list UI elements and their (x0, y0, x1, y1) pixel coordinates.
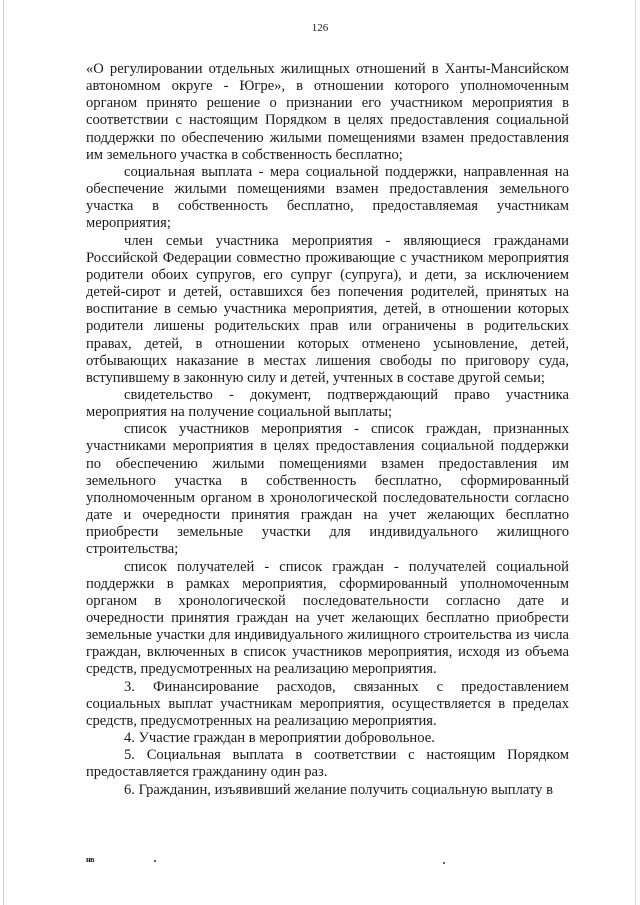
paragraph-definition-certificate: свидетельство - документ, подтверждающий право участника мероприятия на получение социальной выплаты; (86, 386, 569, 421)
document-body (86, 61, 569, 799)
paragraph-definition-social-payment: социальная выплата - мера социальной поддержки, направленная на обеспечение жилыми помещениями взамен предоставления земельного участка в собственность бесплатно, предоставляемая участникам мероприятия; (86, 163, 569, 232)
scan-speck (154, 860, 156, 862)
paragraph-definition-participants-list: список участников мероприятия - список граждан, признанных участниками мероприятия в целях предоставления социальной поддержки по обеспечению жилыми помещениями взамен предоставления им земельного участка в собственность бесплатно, сформированный уполномоченным органом в хронологической последовательности согласно дате и очередности принятия граждан на учет желающих бесплатно приобрести земельные участки для индивидуального жилищного строительства; (86, 421, 569, 558)
page-number: 126 (311, 22, 329, 34)
paragraph-item-3: 3. Финансирование расходов, связанных с предоставлением социальных выплат участникам мероприятия, осуществляется в пределах средств, предусмотренных на реализацию мероприятия. (86, 678, 569, 729)
footer-mark: нв (86, 855, 94, 864)
paragraph-definition-family-member: член семьи участника мероприятия - являющиеся гражданами Российской Федерации совместно проживающие с участником мероприятия родители обоих супругов, его супруг (супруга), и дети, за исключением детей-сирот и детей, оставшихся без попечения родителей, принятых на воспитание в семью участника мероприятия, детей, в отношении которых родители лишены родительских прав или ограничены в родительских правах, детей, в отношении которых отменено усыновление, детей, отбывающих наказание в местах лишения свободы по приговору суда, вступившему в законную силу и детей, учтенных в составе другой семьи; (86, 232, 569, 386)
paragraph-item-5: 5. Социальная выплата в соответствии с настоящим Порядком предоставляется гражданину один раз. (86, 747, 569, 781)
scan-edge-left (3, 0, 4, 905)
paragraph-continuation: «О регулировании отдельных жилищных отношений в Ханты-Мансийском автономном округе - Югре», в отношении которого уполномоченным органом принято решение о признании его участником мероприятия в соответствии с настоящим Порядком в целях предоставления социальной поддержки по обеспечению жилыми помещениями взамен предоставления им земельного участка в собственность бесплатно; (86, 61, 569, 163)
scan-speck (443, 862, 445, 864)
paragraph-item-6: 6. Гражданин, изъявивший желание получить социальную выплату в (124, 781, 553, 798)
paragraph-item-4: 4. Участие граждан в мероприятии добровольное. (124, 730, 435, 747)
paragraph-definition-recipients-list: список получателей - список граждан - получателей социальной поддержки в рамках мероприятия, сформированный уполномоченным органом в хронологической последовательности согласно дате и очередности принятия граждан на учет желающих бесплатно приобрести земельные участки для индивидуального жилищного строительства из числа граждан, включенных в список участников мероприятия, исходя из объема средств, предусмотренных на реализацию мероприятия. (86, 558, 569, 678)
scan-edge-right (635, 0, 636, 905)
